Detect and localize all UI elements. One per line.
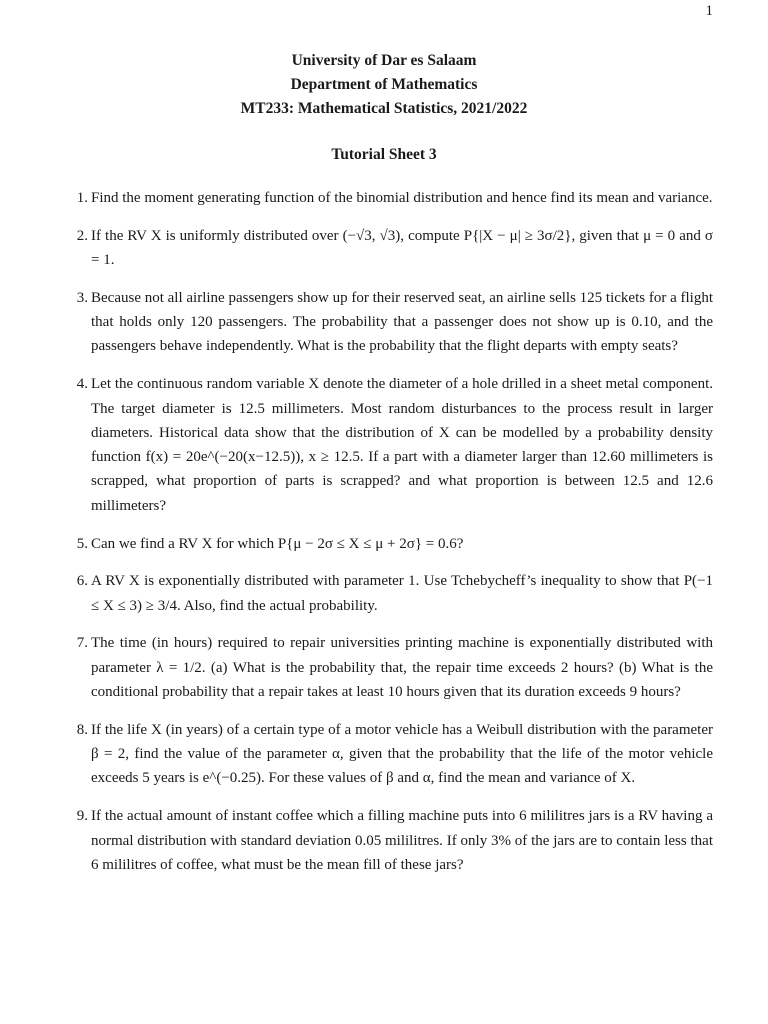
problem-text: Because not all airline passengers show up for their reserved seat, an airline sells 125 tickets for a flight that holds only 120 passengers. The probability that a passenger does not show up is 0.10, and the passengers behave independently. What is the probability that the flight departs with empty seats? [91, 289, 713, 355]
problem-9 [0, 804, 768, 877]
problem-8 [0, 718, 768, 791]
sheet-title: Tutorial Sheet 3 [331, 146, 437, 163]
course-title: MT233: Mathematical Statistics, 2021/2022 [240, 100, 528, 117]
problem-number: 7. [76, 635, 88, 652]
problem-text: Find the moment generating function of the binomial distribution and hence find its mean and variance. [91, 190, 713, 206]
problem-number: 8. [76, 721, 88, 738]
problem-list [0, 186, 768, 891]
problem-text: If the life X (in years) of a certain type of a motor vehicle has a Weibull distribution with the parameter β = 2, find the value of the parameter α, given that the probability that the life of the motor vehicle exceeds 5 years is e^(−0.25). For these values of β and α, find the mean and variance of X. [91, 721, 713, 787]
problem-number: 1. [76, 190, 88, 206]
page-number: 1 [705, 3, 713, 19]
problem-4 [0, 372, 768, 518]
problem-1 [0, 186, 768, 210]
problem-text: The time (in hours) required to repair universities printing machine is exponentially distributed with parameter λ = 1/2. (a) What is the probability that, the repair time exceeds 2 hours? (b) What is the conditional probability that a repair takes at least 10 hours given that its duration exceeds 9 hours? [91, 635, 713, 701]
problem-text: Let the continuous random variable X denote the diameter of a hole drilled in a sheet metal component. The target diameter is 12.5 millimeters. Most random disturbances to the process result in larger diameters. Historical data show that the distribution of X can be modelled by a probability density function f(x) = 20e^(−20(x−12.5)), x ≥ 12.5. If a part with a diameter larger than 12.60 millimeters is scrapped, what proportion of parts is scrapped? and what proportion is between 12.5 and 12.6 millimeters? [91, 376, 713, 514]
document-header [0, 49, 768, 121]
university-name: University of Dar es Salaam [291, 52, 477, 69]
problem-number: 2. [76, 227, 88, 244]
problem-number: 9. [76, 808, 88, 825]
problem-number: 3. [76, 289, 88, 306]
problem-number: 4. [76, 376, 88, 393]
problem-text: A RV X is exponentially distributed with parameter 1. Use Tchebycheff’s inequality to show that P(−1 ≤ X ≤ 3) ≥ 3/4. Also, find the actual probability. [91, 573, 713, 614]
problem-6 [0, 569, 768, 618]
problem-number: 5. [76, 535, 88, 552]
problem-text: If the RV X is uniformly distributed over (−√3, √3), compute P{|X − μ| ≥ 3σ/2}, given that μ = 0 and σ = 1. [91, 227, 713, 269]
problem-number: 6. [76, 573, 88, 590]
problem-text: If the actual amount of instant coffee which a filling machine puts into 6 mililitres jars is a RV having a normal distribution with standard deviation 0.05 mililitres. If only 3% of the jars are to contain less that 6 mililitres of coffee, what must be the mean fill of these jars? [91, 808, 713, 873]
problem-7 [0, 631, 768, 704]
problem-5 [0, 532, 768, 556]
problem-3 [0, 286, 768, 359]
department-name: Department of Mathematics [290, 76, 478, 93]
problem-2 [0, 224, 768, 273]
problem-text: Can we find a RV X for which P{μ − 2σ ≤ X ≤ μ + 2σ} = 0.6? [91, 535, 464, 552]
